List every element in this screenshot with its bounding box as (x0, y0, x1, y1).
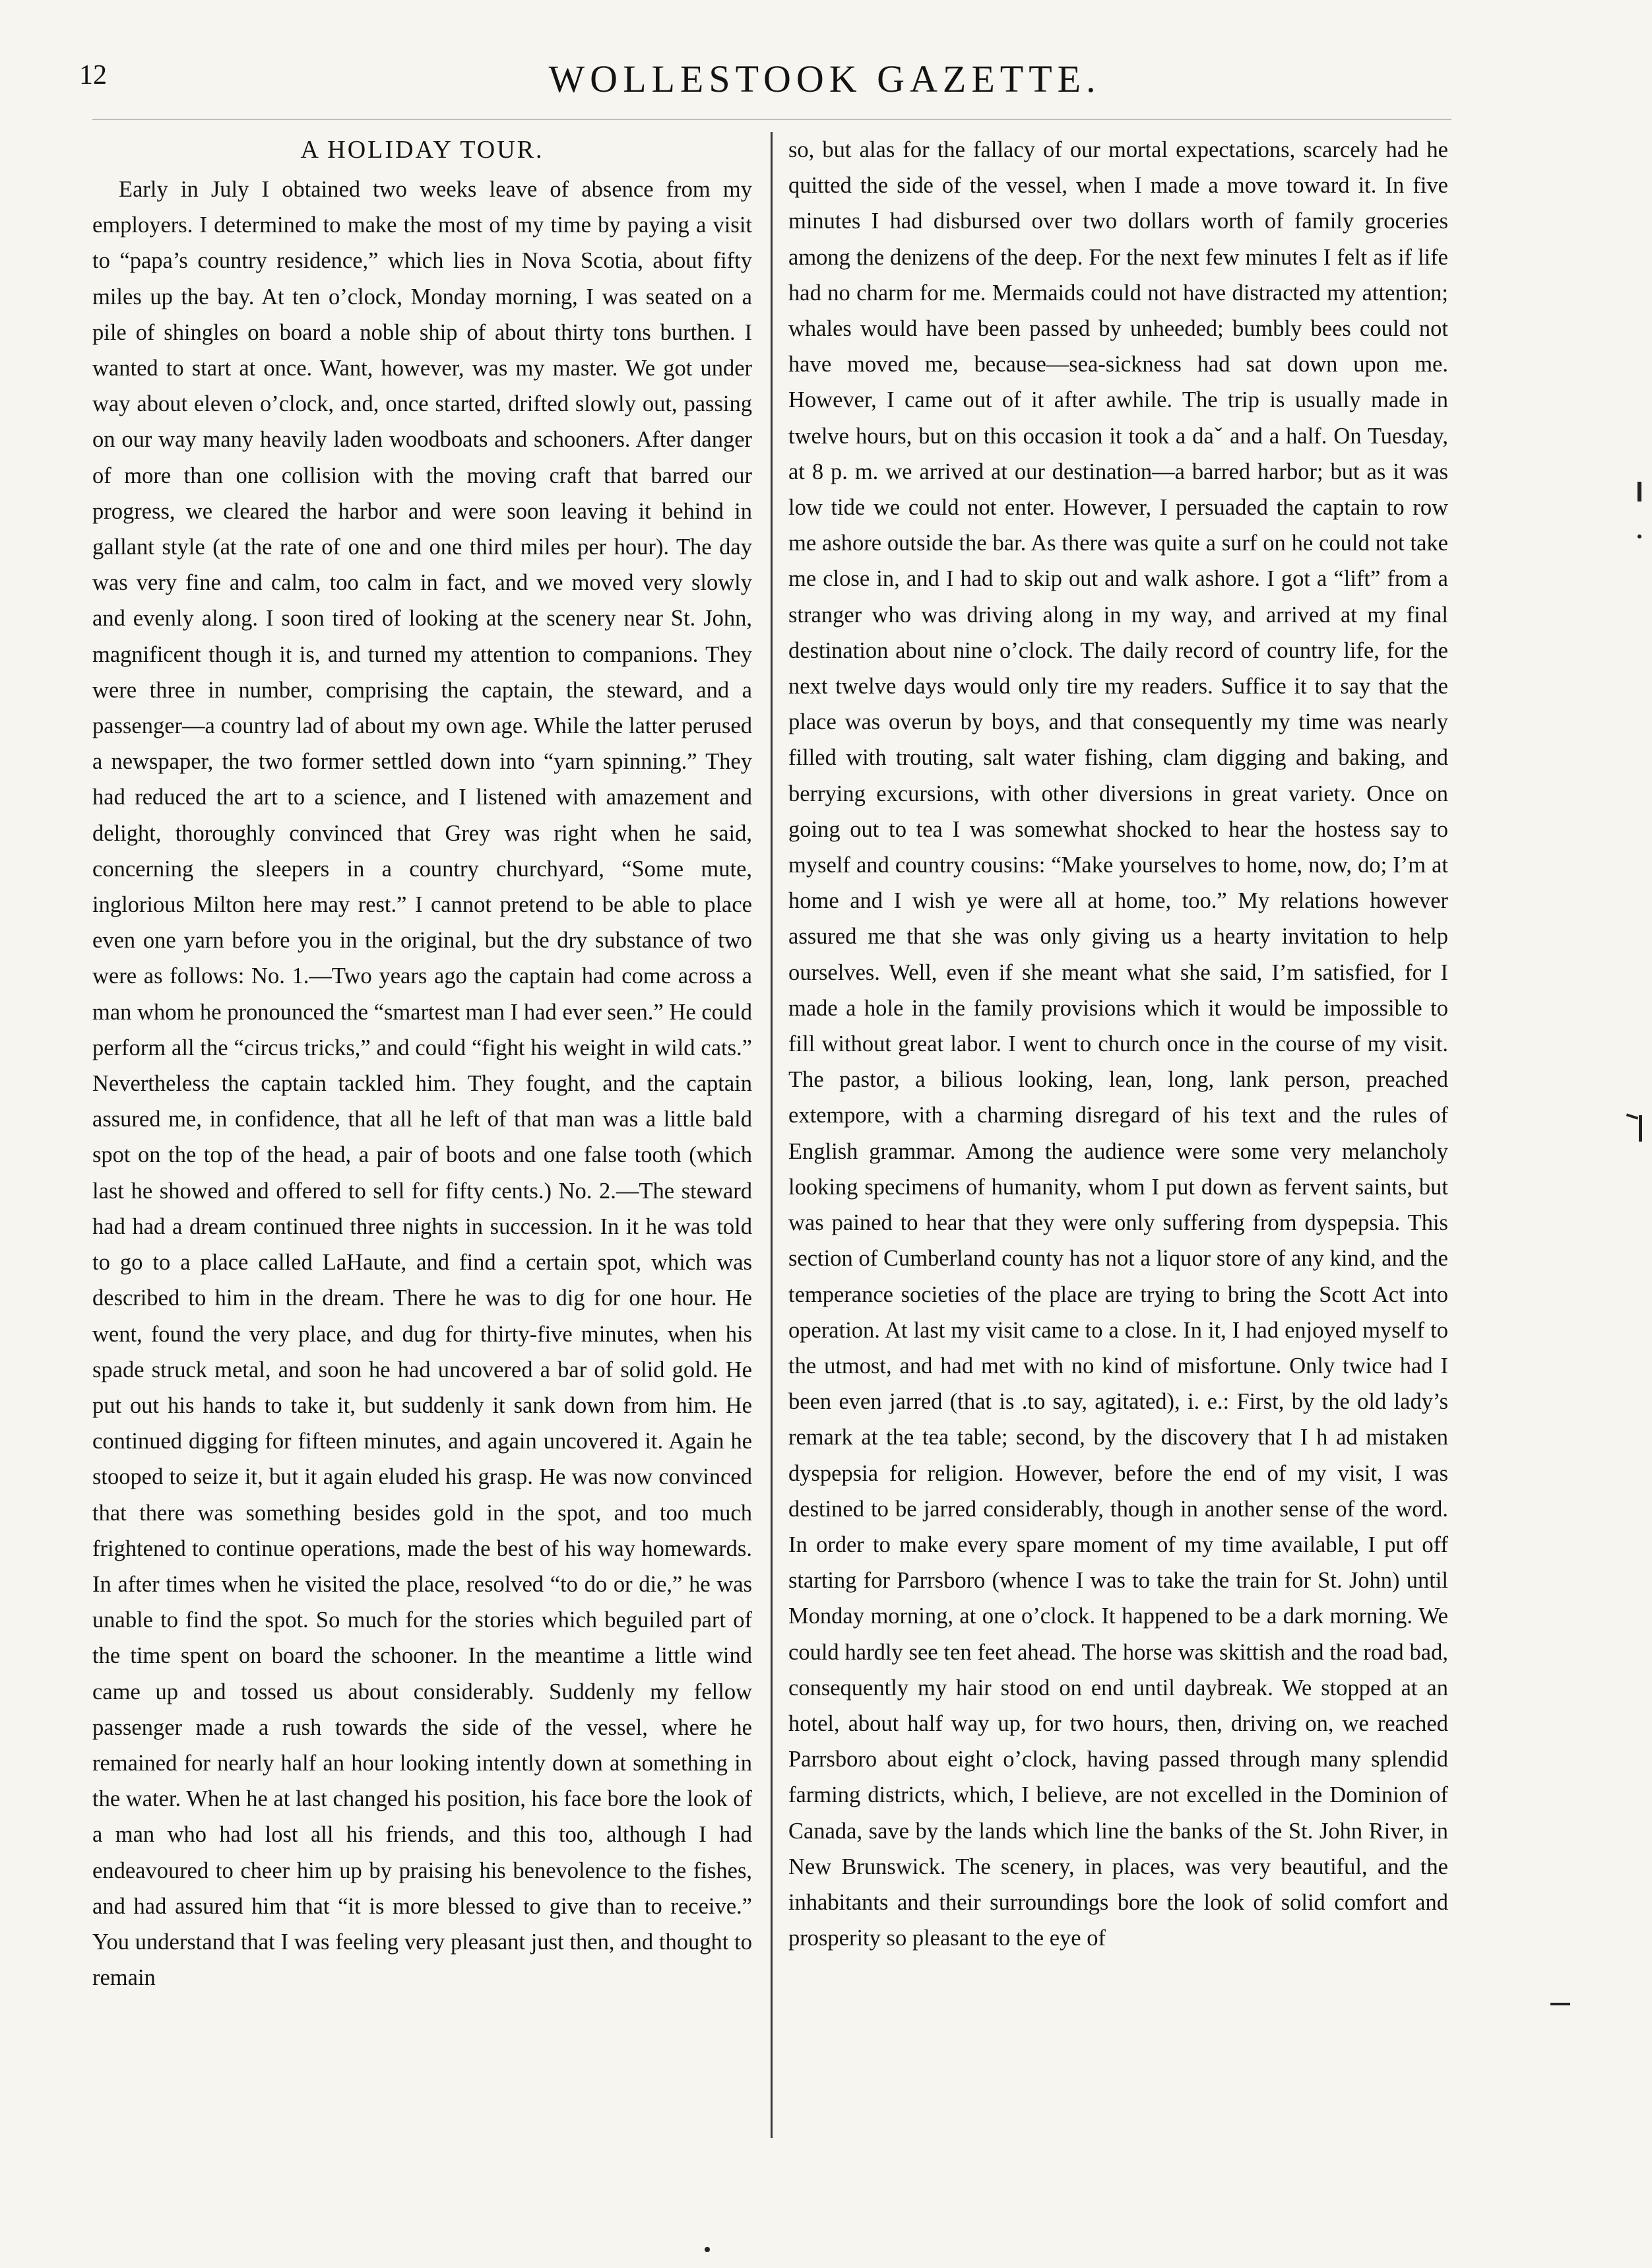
publication-title: WOLLESTOOK GAZETTE. (548, 57, 1101, 100)
left-column (92, 132, 752, 1995)
margin-mark (1637, 535, 1641, 538)
margin-mark (1637, 482, 1641, 502)
margin-mark (1550, 2003, 1570, 2005)
margin-mark (705, 2247, 710, 2252)
column-divider (771, 132, 773, 2138)
margin-mark (1639, 1115, 1642, 1142)
header-rule (92, 119, 1451, 120)
page-number: 12 (79, 60, 107, 90)
article-title: A HOLIDAY TOUR. (300, 136, 544, 164)
article-paragraph: Early in July I obtained two weeks leave of absence from my employers. I determined to make the most of my time by paying a visit to “papa’s country residence,” which lies in Nova Scotia, about fifty miles up the bay. At ten o’clock, Monday morning, I was seated on a pile of shingles on board a noble ship of about thirty tons burthen. I wanted to start at once. Want, however, was my master. We got under way about eleven o’clock, and, once started, drifted slowly out, passing on our way many heavily laden woodboats and schooners. After danger of more than one collision with the moving craft that barred our progress, we cleared the harbor and were soon leaving it behind in gallant style (at the rate of one and one third miles per hour). The day was very fine and calm, too calm in fact, and we moved very slowly and evenly along. I soon tired of looking at the scenery near St. John, magnificent though it is, and turned my attention to companions. They were three in number, comprising the captain, the steward, and a passenger—a country lad of about my own age. While the latter perused a newspaper, the two former settled down into “yarn spinning.” They had reduced the art to a science, and I listened with amazement and delight, thoroughly convinced that Grey was right when he said, concerning the sleepers in a country churchyard, “Some mute, inglorious Milton here may rest.” I cannot pretend to be able to place even one yarn before you in the original, but the dry substance of two were as follows: No. 1.—Two years ago the captain had come across a man whom he pronounced the “smartest man I had ever seen.” He could perform all the “circus tricks,” and could “fight his weight in wild cats.” Nevertheless the captain tackled him. They fought, and the captain assured me, in confidence, that all he left of that man was a little bald spot on the top of the head, a pair of boots and one false tooth (which last he showed and offered to sell for fifty cents.) No. 2.—The steward had had a dream continued three nights in succession. In it he was told to go to a place called LaHaute, and find a certain spot, which was described to him in the dream. There he was to dig for one hour. He went, found the very place, and dug for thirty-five minutes, when his spade struck metal, and soon he had uncovered a bar of solid gold. He put out his hands to take it, but suddenly it sank down from him. He continued digging for fifteen minutes, and again uncovered it. Again he stooped to seize it, but it again eluded his grasp. He was now convinced that there was something besides gold in the spot, and too much frightened to continue operations, made the best of his way homewards. In after times when he visited the place, resolved “to do or die,” he was unable to find the spot. So much for the stories which beguiled part of the time spent on board the schooner. In the meantime a little wind came up and tossed us about considerably. Suddenly my fellow passenger made a rush towards the side of the vessel, where he remained for nearly half an hour looking intently down at something in the water. When he at last changed his position, his face bore the look of a man who had lost all his friends, and this too, although I had endeavoured to cheer him up by praising his benevolence to the fishes, and had assured him that “it is more blessed to give than to receive.” You understand that I was feeling very pleasant just then, and thought to remain (92, 177, 752, 1991)
right-column (788, 132, 1448, 1956)
margin-mark (1626, 1113, 1638, 1119)
article-paragraph: so, but alas for the fallacy of our mortal expectations, scarcely had he quitted the side of the vessel, when I made a move toward it. In five minutes I had disbursed over two dollars worth of family groceries among the denizens of the deep. For the next few minutes I felt as if life had no charm for me. Mermaids could not have distracted my attention; whales would have been passed by unheeded; bumbly bees could not have moved me, because—sea-sickness had sat down upon me. However, I came out of it after awhile. The trip is usually made in twelve hours, but on this occasion it took a daˇ and a half. On Tuesday, at 8 p. m. we arrived at our destination—a barred harbor; but as it was low tide we could not enter. However, I persuaded the captain to row me ashore outside the bar. As there was quite a surf on he could not take me close in, and I had to skip out and walk ashore. I got a “lift” from a stranger who was driving along in my way, and arrived at my final destination about nine o’clock. The daily record of country life, for the next twelve days would only tire my readers. Suffice it to say that the place was overun by boys, and that consequently my time was nearly filled with trouting, salt water fishing, clam digging and baking, and berrying excursions, with other diversions in great variety. Once on going out to tea I was somewhat shocked to hear the hostess say to myself and country cousins: “Make yourselves to home, now, do; I’m at home and I wish ye were all at home, too.” My relations however assured me that she was only giving us a hearty invitation to help ourselves. Well, even if she meant what she said, I’m satisfied, for I made a hole in the family provisions which it would be impossible to fill without great labor. I went to church once in the course of my visit. The pastor, a bilious looking, lean, long, lank person, preached extempore, with a charming disregard of his text and the rules of English grammar. Among the audience were some very melancholy looking specimens of humanity, whom I put down as fervent saints, but was pained to hear that they were only suffering from dyspepsia. This section of Cumberland county has not a liquor store of any kind, and the temperance societies of the place are trying to bring the Scott Act into operation. At last my visit came to a close. In it, I had enjoyed myself to the utmost, and had met with no kind of misfortune. Only twice had I been even jarred (that is .to say, agitated), i. e.: First, by the old lady’s remark at the tea table; second, by the discovery that I h ad mistaken dyspepsia for religion. However, before the end of my visit, I was destined to be jarred considerably, though in another sense of the word. In order to make every spare moment of my time available, I put off starting for Parrsboro (whence I was to take the train for St. John) until Monday morning, at one o’clock. It happened to be a dark morning. We could hardly see ten feet ahead. The horse was skittish and the road bad, consequently my hair stood on end until daybreak. We stopped at an hotel, about half way up, for two hours, then, driving on, we reached Parrsboro about eight o’clock, having passed through many splendid farming districts, which, I believe, are not excelled in the Dominion of Canada, save by the lands which line the banks of the St. John River, in New Brunswick. The scenery, in places, was very beautiful, and the inhabitants and their surroundings bore the look of solid comfort and prosperity so pleasant to the eye of (788, 137, 1448, 1951)
